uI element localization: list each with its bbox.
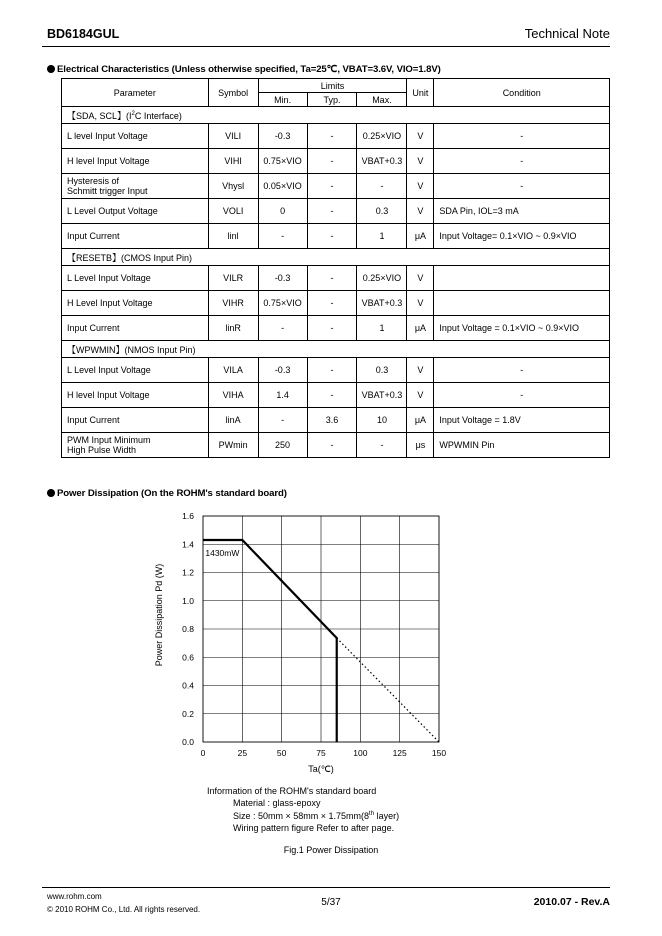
cell-parameter: L Level Output Voltage xyxy=(62,199,209,224)
section-sda-scl: 【SDA, SCL】($I^2C$ Interface) xyxy=(62,107,610,124)
header-parameter: Parameter xyxy=(62,79,209,107)
cell-min: 0.05×VIO xyxy=(258,174,307,199)
x-axis-label: Ta(℃) xyxy=(308,764,334,774)
y-tick-label: 1.4 xyxy=(182,539,194,550)
doc-type: Technical Note xyxy=(524,26,610,41)
cell-sym: VILA xyxy=(208,358,258,383)
table-row xyxy=(62,149,610,174)
cell-cond: WPWMIN Pin xyxy=(434,433,610,458)
cell-unit: μA xyxy=(407,408,434,433)
cell-sym: VILI xyxy=(208,124,258,149)
annotation-label: 1430mW xyxy=(205,548,240,559)
table-row xyxy=(62,266,610,291)
power-section-title: Power Dissipation (On the ROHM's standard board) xyxy=(47,488,287,499)
cell-parameter: PWM Input Minimum High Pulse Width xyxy=(62,433,209,458)
header-typ: Typ. xyxy=(307,93,357,107)
cell-min: 1.4 xyxy=(258,383,307,408)
cell-min: -0.3 xyxy=(258,266,307,291)
cell-unit: V xyxy=(407,383,434,408)
cell-unit: V xyxy=(407,149,434,174)
x-tick-label: 25 xyxy=(237,748,248,758)
table-row xyxy=(62,224,610,249)
cell-parameter: L level Input Voltage xyxy=(62,124,209,149)
cell-sym: linl xyxy=(208,224,258,249)
table-row xyxy=(62,383,610,408)
cell-typ: - xyxy=(307,266,357,291)
x-tick-label: 0 xyxy=(200,748,206,758)
y-tick-label: 1.6 xyxy=(182,511,194,521)
cell-min: 0.75×VIO xyxy=(258,149,307,174)
cell-unit: μs xyxy=(407,433,434,458)
cell-sym: VILR xyxy=(208,266,258,291)
cell-parameter: H level Input Voltage xyxy=(62,149,209,174)
cell-typ: - xyxy=(307,174,357,199)
cell-parameter: Hysteresis of Schmitt trigger Input xyxy=(62,174,209,199)
cell-min: - xyxy=(258,408,307,433)
cell-sym: linA xyxy=(208,408,258,433)
cell-min: - xyxy=(258,224,307,249)
bullet-icon xyxy=(47,489,55,497)
table-row xyxy=(62,174,610,199)
header-symbol: Symbol xyxy=(208,79,258,107)
cell-parameter: H level Input Voltage xyxy=(62,383,209,408)
x-tick-label: 100 xyxy=(353,748,368,758)
cell-max: 0.3 xyxy=(357,358,407,383)
bullet-icon xyxy=(47,65,55,73)
section-wpwmin: 【WPWMIN】(NMOS Input Pin) xyxy=(62,341,610,358)
cell-typ: - xyxy=(307,358,357,383)
cell-sym: VIHA xyxy=(208,383,258,408)
cell-unit: V xyxy=(407,266,434,291)
table-row xyxy=(62,433,610,458)
table-row xyxy=(62,358,610,383)
cell-typ: - xyxy=(307,316,357,341)
cell-max: VBAT+0.3 xyxy=(357,149,407,174)
cell-min: 0 xyxy=(258,199,307,224)
cell-max: 1 xyxy=(357,316,407,341)
y-tick-label: 1.2 xyxy=(182,567,194,578)
board-info-line: Size : 50mm × 58mm × 1.75mm(8th layer) xyxy=(233,811,400,821)
cell-cond: - xyxy=(434,124,610,149)
x-tick-label: 75 xyxy=(316,748,326,758)
cell-max: 10 xyxy=(357,408,407,433)
cell-typ: - xyxy=(307,291,357,316)
cell-max: - xyxy=(357,174,407,199)
cell-parameter: Input Current xyxy=(62,408,209,433)
y-tick-label: 0.0 xyxy=(182,737,194,747)
cell-cond: - xyxy=(434,358,610,383)
cell-unit: μA xyxy=(407,316,434,341)
header-min: Min. xyxy=(258,93,307,107)
cell-typ: - xyxy=(307,149,357,174)
cell-cond: SDA Pin, IOL=3 mA xyxy=(434,199,610,224)
cell-parameter: Input Current xyxy=(62,316,209,341)
board-info-line: Wiring pattern figure Refer to after page. xyxy=(233,822,395,833)
cell-max: VBAT+0.3 xyxy=(357,291,407,316)
header-divider xyxy=(42,46,610,47)
cell-min: 0.75×VIO xyxy=(258,291,307,316)
cell-typ: - xyxy=(307,224,357,249)
cell-cond: Input Voltage= 0.1×VIO ~ 0.9×VIO xyxy=(434,224,610,249)
cell-min: -0.3 xyxy=(258,358,307,383)
series-line-dotted xyxy=(337,638,439,742)
cell-unit: μA xyxy=(407,224,434,249)
cell-unit: V xyxy=(407,291,434,316)
cell-cond: Input Voltage = 1.8V xyxy=(434,408,610,433)
board-info-line: Material : glass-epoxy xyxy=(233,797,321,808)
cell-unit: V xyxy=(407,174,434,199)
x-tick-label: 150 xyxy=(431,748,447,758)
cell-typ: - xyxy=(307,199,357,224)
cell-typ: - xyxy=(307,433,357,458)
x-tick-label: 50 xyxy=(276,748,287,758)
series-line-solid xyxy=(203,540,337,742)
cell-sym: VIHR xyxy=(208,291,258,316)
cell-max: 1 xyxy=(357,224,407,249)
cell-max: 0.3 xyxy=(357,199,407,224)
cell-sym: linR xyxy=(208,316,258,341)
cell-cond: - xyxy=(434,383,610,408)
cell-cond xyxy=(434,291,610,316)
cell-typ: - xyxy=(307,124,357,149)
y-axis-label: Power Dissipation Pd (W) xyxy=(154,563,164,667)
cell-cond: - xyxy=(434,149,610,174)
cell-typ: 3.6 xyxy=(307,408,357,433)
section-resetb: 【RESETB】(CMOS Input Pin) xyxy=(62,249,610,266)
y-tick-label: 1.0 xyxy=(182,595,194,606)
y-tick-label: 0.8 xyxy=(182,624,194,634)
footer-copyright: © 2010 ROHM Co., Ltd. All rights reserved. xyxy=(47,905,201,914)
board-info-line: Information of the ROHM's standard board xyxy=(207,786,377,796)
cell-max: 0.25×VIO xyxy=(357,266,407,291)
board-info xyxy=(207,786,399,834)
cell-min: 250 xyxy=(258,433,307,458)
table-row xyxy=(62,199,610,224)
y-tick-label: 0.4 xyxy=(182,680,194,691)
table-row xyxy=(62,291,610,316)
figure-caption: Fig.1 Power Dissipation xyxy=(283,845,379,855)
header-max: Max. xyxy=(357,93,407,107)
cell-cond xyxy=(434,266,610,291)
table-row xyxy=(62,316,610,341)
page-number: 5/37 xyxy=(321,897,341,908)
cell-max: 0.25×VIO xyxy=(357,124,407,149)
cell-max: VBAT+0.3 xyxy=(357,383,407,408)
cell-cond: Input Voltage = 0.1×VIO ~ 0.9×VIO xyxy=(434,316,610,341)
table-row xyxy=(62,408,610,433)
cell-parameter: L Level Input Voltage xyxy=(62,358,209,383)
cell-min: - xyxy=(258,316,307,341)
cell-unit: V xyxy=(407,124,434,149)
cell-cond: - xyxy=(434,174,610,199)
cell-sym: PWmin xyxy=(208,433,258,458)
cell-parameter: H Level Input Voltage xyxy=(62,291,209,316)
footer-url[interactable]: www.rohm.com xyxy=(47,892,102,901)
electrical-characteristics-table xyxy=(61,78,610,458)
electrical-section-title: Electrical Characteristics (Unless otherwise specified, Ta=25℃, VBAT=3.6V, VIO=1.8V) xyxy=(47,64,441,75)
y-tick-label: 0.2 xyxy=(182,708,194,719)
cell-parameter: Input Current xyxy=(62,224,209,249)
header-condition: Condition xyxy=(434,79,610,107)
cell-min: -0.3 xyxy=(258,124,307,149)
header-unit: Unit xyxy=(407,79,434,107)
cell-parameter: L Level Input Voltage xyxy=(62,266,209,291)
cell-typ: - xyxy=(307,383,357,408)
x-tick-label: 125 xyxy=(392,748,407,758)
cell-sym: Vhysl xyxy=(208,174,258,199)
revision: 2010.07 - Rev.A xyxy=(533,896,610,908)
header-limits: Limits xyxy=(258,79,407,93)
y-tick-label: 0.6 xyxy=(182,652,194,663)
part-number: BD6184GUL xyxy=(47,27,120,41)
power-dissipation-chart xyxy=(150,505,460,785)
table-row xyxy=(62,124,610,149)
cell-max: - xyxy=(357,433,407,458)
cell-sym: VOLI xyxy=(208,199,258,224)
cell-unit: V xyxy=(407,358,434,383)
footer-divider xyxy=(42,887,610,888)
cell-sym: VIHI xyxy=(208,149,258,174)
cell-unit: V xyxy=(407,199,434,224)
